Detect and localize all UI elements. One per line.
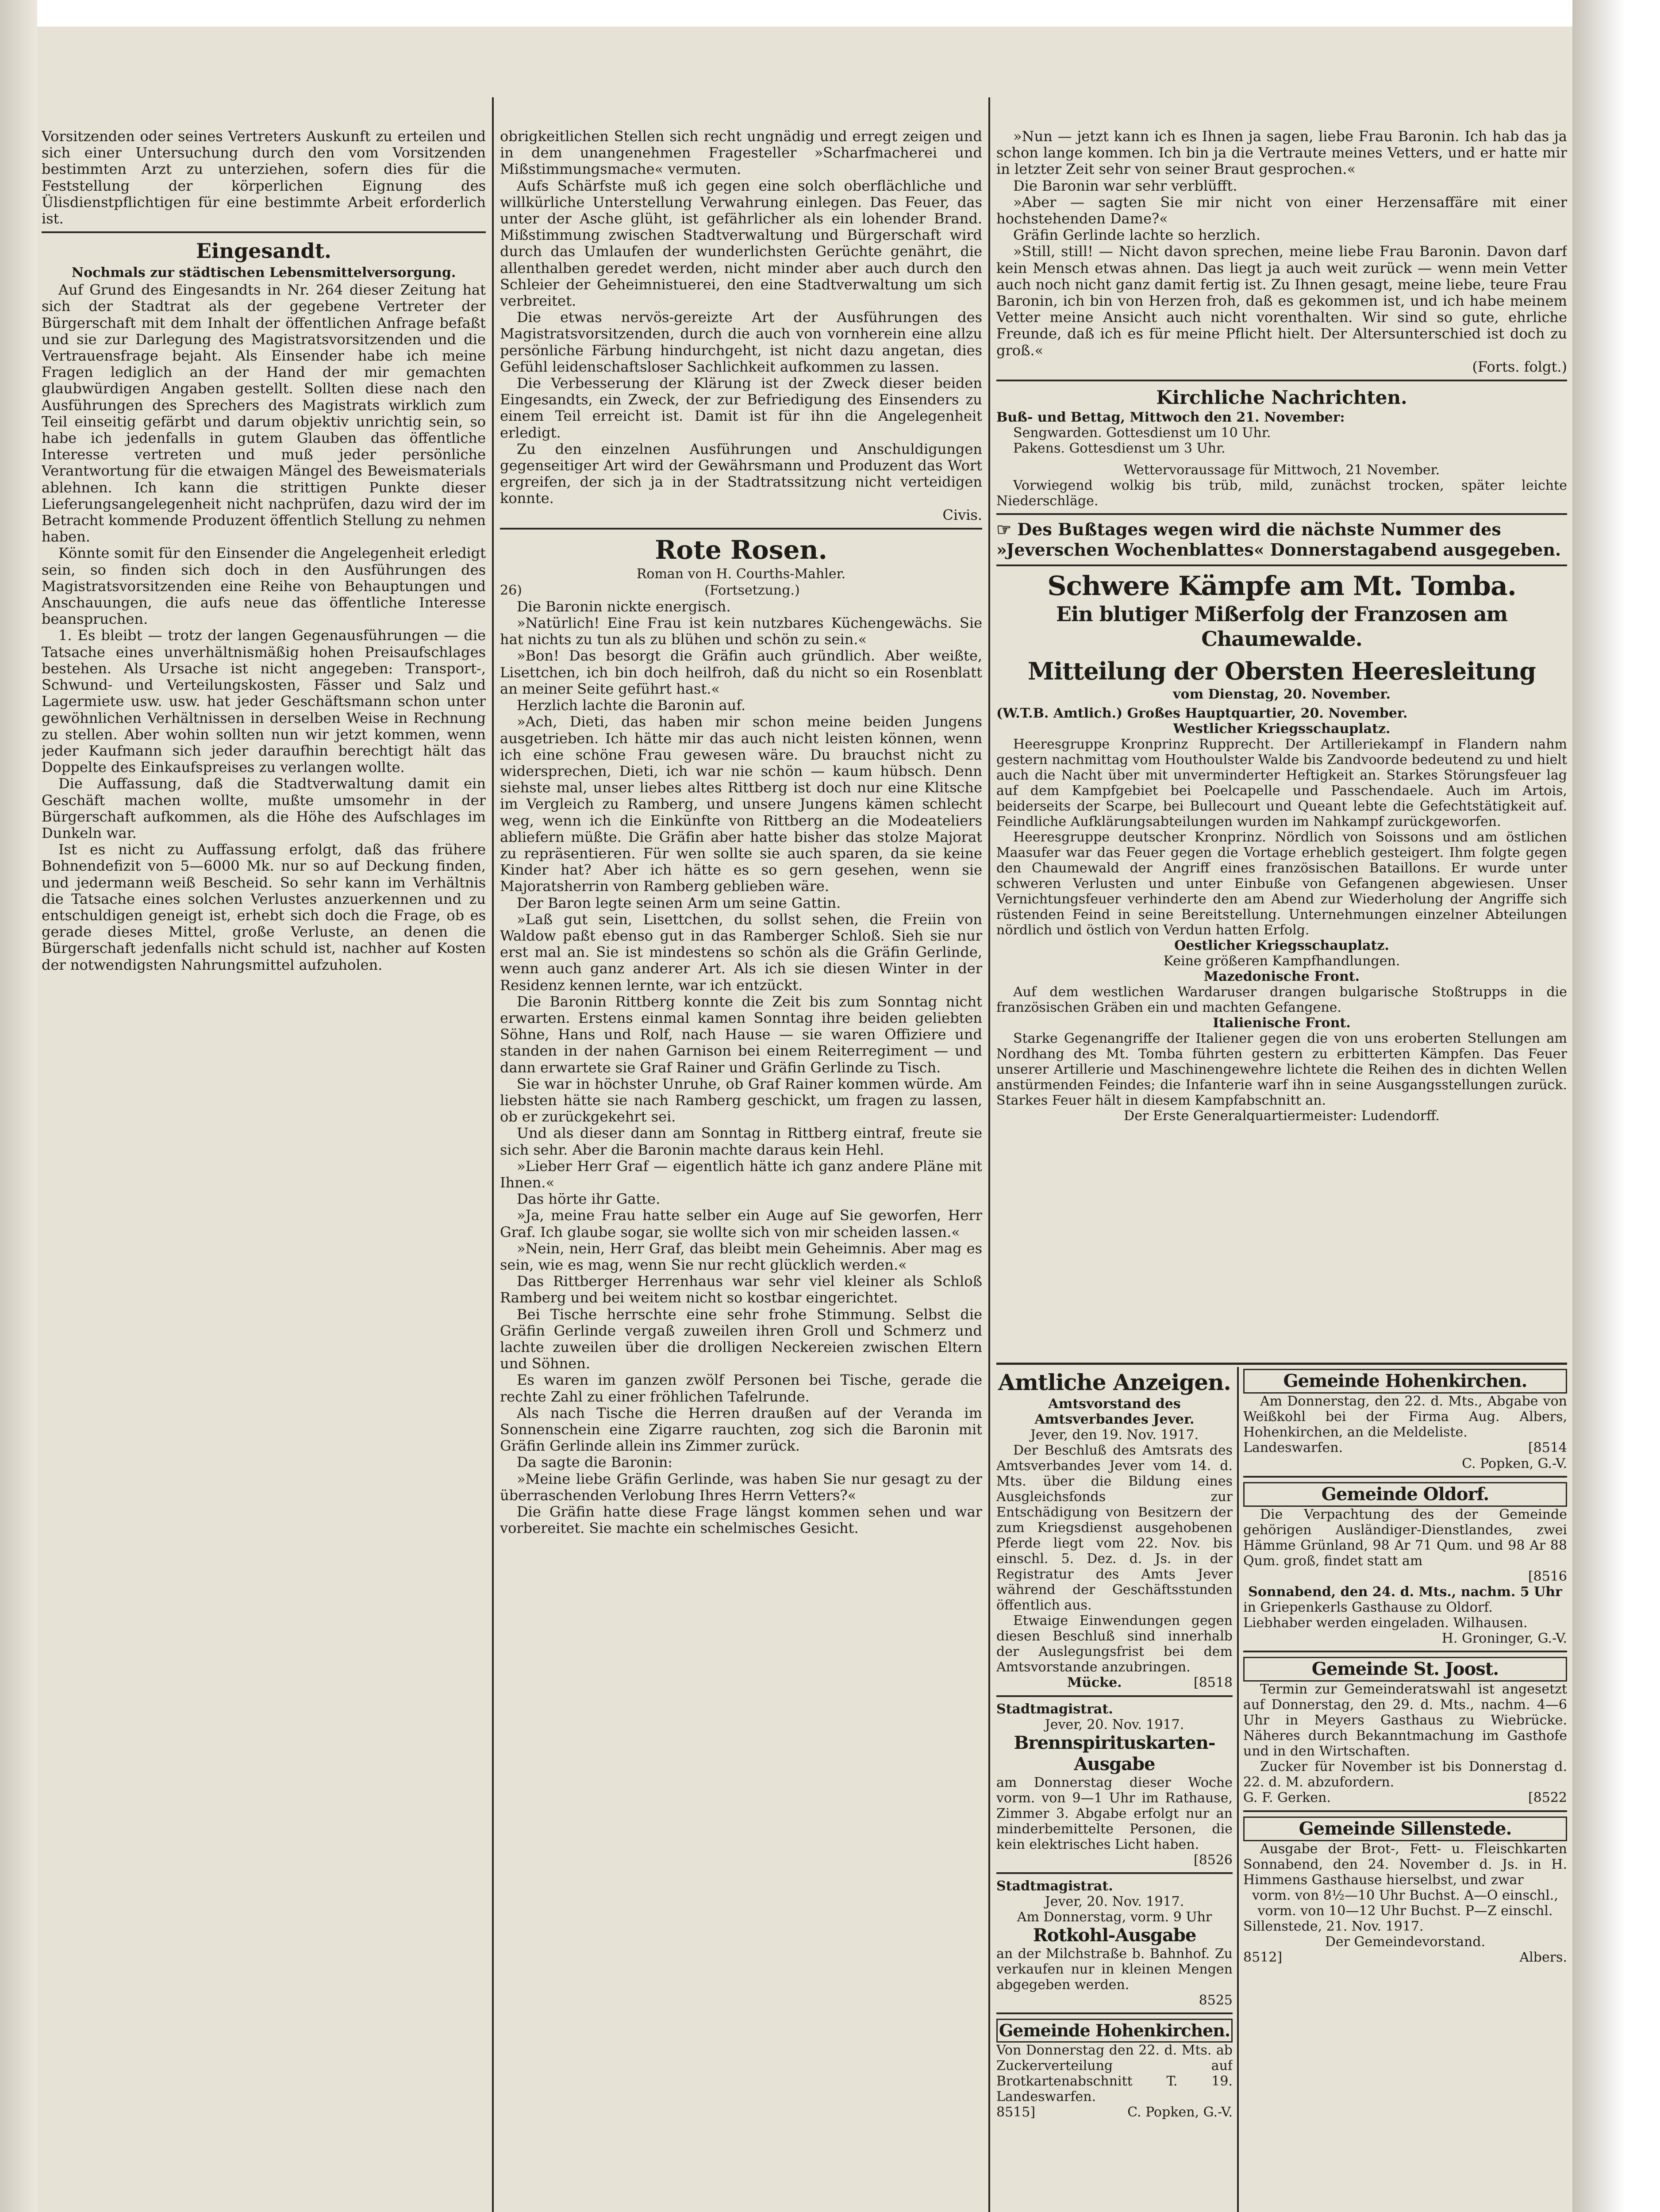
ad-title: Brennspirituskarten-Ausgabe [1014,1732,1215,1774]
ad-footer [1243,1440,1567,1456]
article-paragraph: Auf Grund des Eingesandts in Nr. 264 dieser Zeitung hat sich der Stadtrat als der gegebene Vertreter der Bürgerschaft mit dem Inhalt der öffentlichen Anfrage befaßt und sie zur Darlegung des Magistratsvorsitzenden und die Vertrauensfrage bejaht. Als Einsender habe ich meine Fragen lediglich an der Hand der mir gemachten glaubwürdigen Angaben gestellt. Sollten diese nach den Ausführungen des Sprechers des Magistrats wirklich zum Teil einseitig gefärbt und darum objektiv unrichtig sein, so habe ich jedenfalls in gutem Glauben das öffentliche Interesse vertreten und muß jeder persönliche Verantwortung für die etwaigen Mängel des Beweismaterials ablehnen. Ich kann die strittigen Punkte dieser Lieferungsangelegenheit nicht nachprüfen, dazu wird der im Betracht kommende Produzent öffentlich Stellung zu nehmen haben. [42,281,486,545]
novel-paragraph: Es waren im ganzen zwölf Personen bei Tische, gerade die rechte Zahl zu einer fröhlichen Tafelrunde. [500,1371,982,1405]
novel-number: 26) [500,582,522,598]
ad-number: 8515] [996,2104,1036,2120]
article-paragraph: Die Verbesserung der Klärung ist der Zweck dieser beiden Eingesandts, ein Zweck, der zur Befriedigung des Einsenders zu einem Teil erreicht ist. Damit ist für ihn die Angelegenheit erledigt. [500,375,982,441]
binding-edge [0,0,37,2212]
weather-heading: Wettervoraussage für Mittwoch, 21 November. [1123,462,1440,478]
article-paragraph: Könnte somit für den Einsender die Angelegenheit erledigt sein, so finden sich doch in den Ausführungen des Magistratsvorsitzenden eine Reihe von Behauptungen und Anschauungen, die aufs neue das öffentliche Interesse beanspruchen. [42,545,486,628]
report-heading: Mitteilung der Obersten Heeresleitung [1028,657,1536,686]
novel-paragraph: »Natürlich! Eine Frau ist kein nutzbares Küchengewächs. Sie hat nichts zu tun als zu blühen und schön zu sein.« [500,614,982,648]
magistrat-heading: Stadtmagistrat. [996,1878,1113,1894]
novel-paragraph: »Nun — jetzt kann ich es Ihnen ja sagen, liebe Frau Baronin. Ich hab das ja schon lange kommen. Ich bin ja die Vertraute meines Vetters, und er hatte mir in letzter Zeit sehr von seiner Braut gesprochen.« [996,128,1567,178]
article-paragraph: obrigkeitlichen Stellen sich recht ungnädig und erregt zeigen und in dem unangenehmen Fragesteller »Scharfmacherei und Mißstimmungsmache« vermuten. [500,128,982,178]
article-signature: Civis. [942,506,982,523]
novel-paragraph: »Lieber Herr Graf — eigentlich hätte ich ganz andere Pläne mit Ihnen.« [500,1157,982,1191]
divider [996,1695,1233,1697]
ad-signature: H. Groninger, G.-V. [1441,1631,1567,1646]
novel-paragraph: »Ja, meine Frau hatte selber ein Auge auf Sie geworfen, Herr Graf. Ich glaube sogar, sie wollte sich von mir scheiden lassen.« [500,1207,982,1240]
ad-footer [996,2104,1233,2120]
article-paragraph: Die etwas nervös-gereizte Art der Ausführungen des Magistratsvorsitzenden, durch die auch von vornherein eine allzu persönliche Färbung hindurchgeht, ist nicht dazu angetan, dies Gefühl leidenschaftsloser Sachlichkeit aufkommen zu lassen. [500,309,982,375]
novel-paragraph: Die Gräfin hatte diese Frage längst kommen sehen und war vorbereitet. Sie machte ein schelmisches Gesicht. [500,1503,982,1537]
report-text: Auf dem westlichen Wardaruser drangen bulgarische Stoßtrupps in die französischen Gräben ein und machten Gefangene. [996,984,1567,1016]
ad-number: [8516 [1528,1569,1567,1584]
novel-paragraph: Der Baron legte seinen Arm um seine Gattin. [517,894,841,911]
novel-paragraph: Als nach Tische die Herren draußen auf der Veranda im Sonnenschein eine Zigarre rauchten, zog sich die Baronin mit Gräfin Gerlinde allein ins Zimmer zurück. [500,1404,982,1455]
ad-text: Der Beschluß des Amtsrats des Amtsverbandes Jever vom 14. d. Mts. über die Bildung eines Ausgleichsfonds zur Entschädigung von Besitzern der zum Kriegsdienst ausgehobenen Pferde liegt vom 22. Nov. bis einschl. 5. Dez. d. Js. in der Registratur des Amts Jever während der Geschäftsstunden öffentlich aus. [996,1443,1233,1613]
ad-signature: Mücke. [1067,1675,1122,1690]
ad-signature: Albers. [1519,1950,1567,1965]
ad-text: Von Donnerstag den 22. d. Mts. ab Zuckerverteilung auf Brotkartenabschnitt T. 19. Landeswarfen. [996,2043,1233,2104]
ad-footer [1243,1950,1567,1966]
ad-date: Sillenstede, 21. Nov. 1917. [1243,1919,1424,1934]
report-text: Heeresgruppe Kronprinz Rupprecht. Der Artilleriekampf in Flandern nahm gestern nachmittag vom Houthoulster Walde bis Zandvoorde bedeutend zu und hielt auch die Nacht über mit unverminderter Heftigkeit an. Starkes Störungsfeuer lag auf dem Kampfgebiet bei Poelcapelle und Passchendaele. Auch im Artois, beiderseits der Scarpe, bei Bullecourt und Queant lebte die Gefechtstätigkeit auf. Feindliche Aufklärungsabteilungen wurden im Nahkampf zurückgeworfen. [996,737,1567,830]
divider [1243,1651,1567,1652]
divider [996,565,1567,566]
ad-text: an der Milchstraße b. Bahnhof. Zu verkaufen nur in kleinen Mengen abgegeben werden. [996,1946,1233,1993]
front-heading: Westlicher Kriegsschauplatz. [1173,721,1391,737]
novel-text [500,599,982,1537]
report-text: Keine größeren Kampfhandlungen. [1163,953,1400,969]
ad-signature: G. F. Gerken. [1243,1790,1331,1805]
novel-paragraph: Und als dieser dann am Sonntag in Rittberg eintraf, freute sie sich sehr. Aber die Baronin machte daraus kein Hehl. [500,1125,982,1158]
novel-paragraph: »Still, still! — Nicht davon sprechen, meine liebe Frau Baronin. Davon darf kein Mensch etwas ahnen. Das liegt ja auch weit zurück — wenn mein Vetter auch noch nicht ganz damit fertig ist. Zu Ihnen gesagt, meine liebe, teure Frau Baronin, ich bin von Herzen froh, daß es gekommen ist, und ich habe meinem Vetter meine Ansicht auch nicht vorenthalten. Wir sind so gute, ehrliche Freunde, daß ich es für meine Pflicht hielt. Der Altersunterschied ist doch zu groß.« [996,243,1567,359]
divider [996,1872,1233,1874]
ad-date: Jever, den 19. Nov. 1917. [1030,1427,1199,1443]
front-heading: Mazedonische Front. [1203,969,1360,985]
novel-continuation: (Fortsetzung.) [704,582,800,598]
ad-text: Ausgabe der Brot-, Fett- u. Fleischkarten Sonnabend, den 24. November d. Js. in H. Himmens Gasthause hierselbst, und zwar [1243,1841,1567,1888]
column-2 [500,128,982,2212]
gemeinde-heading: Gemeinde St. Joost. [1243,1657,1567,1682]
war-headline: Schwere Kämpfe am Mt. Tomba. [1047,571,1516,602]
novel-paragraph: Das hörte ihr Gatte. [517,1190,661,1208]
ad-number: 8525 [1199,1993,1233,2008]
novel-paragraph: »Nein, nein, Herr Graf, das bleibt mein Geheimnis. Aber mag es sein, wie es mag, wenn Sie nur recht glücklich werden.« [500,1240,982,1273]
ad-text: Am Donnerstag, vorm. 9 Uhr [1017,1909,1212,1925]
divider [42,231,486,233]
divider [500,528,982,530]
divider [1243,1810,1567,1812]
ads-right-column [1243,1369,1567,2212]
novel-paragraph: Da sagte die Baronin: [517,1454,673,1471]
report-date: vom Dienstag, 20. November. [1173,687,1391,703]
ads-column-rule [1237,1367,1239,2212]
ad-text: vorm. von 8½—10 Uhr Buchst. A—O einschl., vorm. von 10—12 Uhr Buchst. P—Z einschl. [1252,1888,1558,1919]
newspaper-page [37,27,1572,2212]
ad-text: Liebhaber werden eingeladen. Wilhausen. [1243,1615,1528,1631]
novel-paragraph: Die Baronin war sehr verblüfft. [1013,177,1237,194]
church-heading: Kirchliche Nachrichten. [1156,387,1407,409]
report-text: Heeresgruppe deutscher Kronprinz. Nördlich von Soissons und am östlichen Maasufer war das Feuer gegen die Vortage erheblich gesteigert. Ihm folgte gegen den Chaumewald der Angriff eines französischen Bataillons. Er wurde unter schweren Verlusten und unter Einbuße von Gefangenen abgewiesen. Unser Vernichtungsfeuer verhinderte den am Abend zur Wiederholung der Angriffe sich rüstenden Feind in seine Bereitstellung. Unternehmungen einzelner Abteilungen nördlich und östlich von Verdun hatten Erfolg. [996,830,1567,938]
divider [996,380,1567,381]
church-subheading: Buß- und Bettag, Mittwoch den 21. November: [996,410,1345,426]
church-item: Sengwarden. Gottesdienst um 10 Uhr. [1013,425,1271,441]
column-rule-2 [988,97,990,2212]
report-text: Starke Gegenangriffe der Italiener gegen die von uns eroberten Stellungen am Nordhang des Mt. Tomba führten gestern zu erbitterten Kämpfen. Das Feuer unserer Artillerie und Maschinengewehre lichtete die Reihen des in dichten Wellen anstürmenden Feindes; die Infanterie warf ihn in seine Ausgangsstellungen zurück. Starkes Feuer hält in diesem Kampfabschnitt an. [996,1031,1567,1109]
church-item: Pakens. Gottesdienst um 3 Uhr. [1013,441,1226,457]
report-dateline: (W.T.B. Amtlich.) Großes Hauptquartier, 20. November. [996,706,1408,722]
novel-byline: Roman von H. Courths-Mahler. [636,566,846,582]
ad-text: Zucker für November ist bis Donnerstag d. 22. d. M. abzufordern. [1243,1759,1567,1790]
ads-top-rule [996,1363,1567,1365]
column-3 [996,128,1567,1376]
ad-signature: C. Popken, G.-V. [1127,2104,1233,2120]
ad-number: [8514 [1528,1440,1567,1455]
front-heading: Italienische Front. [1213,1015,1351,1031]
novel-paragraph: Sie war in höchster Unruhe, ob Graf Rainer kommen würde. Am liebsten hätte sie nach Ramberg geschickt, um fragen zu lassen, ob er zurückgekehrt sei. [500,1075,982,1125]
ad-text: Am Donnerstag, den 22. d. Mts., Abgabe von Weißkohl bei der Firma Aug. Albers, Hohenkirchen, an die Meldeliste. [1243,1394,1567,1440]
ad-date: Jever, 20. Nov. 1917. [1045,1894,1184,1909]
gemeinde-heading: Gemeinde Hohenkirchen. [1243,1369,1567,1394]
ads-left-column [996,1369,1233,2212]
ad-date: Jever, 20. Nov. 1917. [1045,1717,1184,1732]
notice-text: Des Bußtages wegen wird die nächste Nummer des »Jeverschen Wochenblattes« Donnerstagabend ausgegeben. [996,519,1561,560]
official-ads-heading: Amtliche Anzeigen. [998,1369,1231,1395]
novel-paragraph: Gräfin Gerlinde lachte so herzlich. [1013,227,1261,244]
ad-title: Rotkohl-Ausgabe [1033,1925,1196,1946]
continuation-note: (Forts. folgt.) [1472,358,1567,375]
ad-signature: C. Popken, G.-V. [1462,1456,1567,1471]
bußtag-notice [996,519,1567,560]
article-paragraph: Ist es nicht zu Auffassung erfolgt, daß das frühere Bohnendefizit von 5—6000 Mk. nur so auf Deckung finden, und jedermann weiß Bescheid. So sehr kann im Verhältnis die Tatsache eines solchen Verlustes anzuerkennen und zu entschuldigen geneigt ist, erhebt sich doch die Frage, ob es gerade dieses Mittel, große Verluste, an denen die Bürgerschaft jedenfalls nicht schuld ist, nachher auf Kosten der notwendigsten Nahrungsmittel aufzuholen. [42,841,486,973]
pointing-hand-icon: ☞ [996,519,1018,540]
article-paragraph: 1. Es bleibt — trotz der langen Gegenausführungen — die Tatsache eines unverhältnismäßig hohen Preisaufschlages bestehen. Als Ursache ist nicht angegeben: Transport-, Schwund- und Verteilungskosten, Fässer und Salz und Lagermiete usw. usw. hat jeder Geschäftsmann schon unter gewöhnlichen Verhältnissen in derselben Weise in Rechnung zu stellen. Aber wohin sollten nun wir jetzt kommen, wenn jeder Kaufmann sich jeder daraufhin berechtigt hält das Doppelte des Einkaufspreises zu verlangen wollte. [42,627,486,776]
ad-org: Der Gemeindevorstand. [1325,1934,1486,1950]
ad-footer [1243,1790,1567,1806]
ad-number: [8526 [1193,1852,1233,1868]
ad-number: [8522 [1528,1790,1567,1805]
article-paragraph: Aufs Schärfste muß ich gegen eine solch oberflächliche und willkürliche Unterstellung Verwahrung einlegen. Das Feuer, das unter der Asche glüht, ist gefährlicher als ein lohender Brand. Mißstimmung zwischen Stadtverwaltung und Bürgerschaft wird durch das Umlaufen der wunderlichsten Gerüchte genährt, die allenthalben geredet werden, nicht minder aber auch durch den Schleier der Geheimnistuerei, den eine Stadtverwaltung um sich verbreitet. [500,177,982,310]
novel-paragraph: Das Rittberger Herrenhaus war sehr viel kleiner als Schloß Ramberg und bei weitem nicht so kostbar eingerichtet. [500,1273,982,1306]
column-rule-1 [492,97,494,2212]
ad-date: Sonnabend, den 24. d. Mts., nachm. 5 Uhr [1248,1584,1562,1600]
article-paragraph: Die Auffassung, daß die Stadtverwaltung damit ein Geschäft machen wollte, mußte umsomehr in der Bürgerschaft aufkommen, als die Höhe des Aufschlages im Dunkeln war. [42,775,486,841]
novel-paragraph: Herzlich lachte die Baronin auf. [517,697,746,714]
eingesandt-subheading: Nochmals zur städtischen Lebensmittelversorgung. [71,265,456,281]
novel-paragraph: »Laß gut sein, Lisettchen, du sollst sehen, die Freiin von Waldow paßt ebenso gut in das Ramberger Schloß. Sieh sie nur erst mal an. Sie ist mindestens so schön als die Gräfin Gerlinde, wenn auch ganz anderer Art. Als ich sie diesen Winter in der Residenz kennen lernte, war ich entzückt. [500,910,982,994]
novel-title: Rote Rosen. [655,534,827,565]
novel-paragraph: »Meine liebe Gräfin Gerlinde, was haben Sie nur gesagt zu der überraschenden Verlobung Ihres Herrn Vetters?« [500,1470,982,1504]
weather-text: Vorwiegend wolkig bis trüb, mild, zunächst trocken, später leichte Niederschläge. [996,478,1567,509]
ad-text: Termin zur Gemeinderatswahl ist angesetzt auf Donnerstag, den 29. d. Mts., nachm. 4—6 Uhr in Meyers Gasthaus zu Wiebrücke. Näheres durch Bekanntmachung im Gasthofe und in den Wirtschaften. [1243,1682,1567,1759]
novel-paragraph: »Aber — sagten Sie mir nicht von einer Herzensaffäre mit einer hochstehenden Dame?« [996,193,1567,227]
novel-installment-row [500,583,982,599]
novel-paragraph: »Ach, Dieti, das haben mir schon meine beiden Jungens ausgetrieben. Ich hätte mir das auch nicht leisten können, wenn ich eine schöne Frau gewesen wäre. Du brauchst nicht zu widersprechen, Dieti, ich war nie schön — kaum hübsch. Denn siehste mal, unser liebes altes Rittberg ist doch nur eine Klitsche im Vergleich zu Ramberg, und unsere Jungens kämen schlecht weg, wenn ich die Einkünfte von Rittberg an die Modeateliers abliefern müßte. Die Gräfin aber hatte bisher das stolze Majorat zu repräsentieren. Für wen sollte sie auch sparen, da sie keine Kinder hat? Aber ich hätte es so gern gesehen, wenn sie Majoratsherrin von Ramberg geblieben wäre. [500,713,982,895]
authority-name: Amtsvorstand des Amtsverbandes Jever. [1034,1396,1195,1427]
ad-footer [996,1675,1233,1691]
novel-paragraph: Die Baronin nickte energisch. [517,598,731,615]
ad-text: in Griepenkerls Gasthause zu Oldorf. [1243,1600,1493,1615]
ad-text: Die Verpachtung des der Gemeinde gehörigen Ausländiger-Dienstlandes, zwei Hämme Grünland, 98 Ar 71 Qum. und 98 Ar 88 Qum. groß, findet statt am [1243,1507,1567,1569]
report-signature: Der Erste Generalquartiermeister: Ludendorff. [1124,1108,1440,1124]
article-paragraph: Zu den einzelnen Ausführungen und Anschuldigungen gegenseitiger Art wird der Gewährsmann und Produzent das Wort ergreifen, der sich ja in der Stadtratssitzung nicht verteidigen konnte. [500,440,982,507]
divider [996,2012,1233,2014]
gemeinde-heading: Gemeinde Oldorf. [1243,1482,1567,1507]
war-subheadline: Ein blutiger Mißerfolg der Franzosen am Chaumewalde. [1056,602,1508,651]
ad-text: Etwaige Einwendungen gegen diesen Beschluß sind innerhalb der Auslegungsfrist bei dem Amtsvorstande anzubringen. [996,1613,1233,1675]
ad-number: [8518 [1193,1675,1233,1690]
column-1 [42,128,486,2212]
gemeinde-heading: Gemeinde Hohenkirchen. [996,2019,1233,2043]
eingesandt-heading: Eingesandt. [196,239,331,263]
novel-paragraph: »Bon! Das besorgt die Gräfin auch gründlich. Aber weißte, Lisettchen, ich bin doch heilfroh, daß du nicht so ein Rosenblatt an meiner Seite geführt hast.« [500,647,982,697]
gemeinde-heading: Gemeinde Sillenstede. [1243,1816,1567,1841]
ad-place: Landeswarfen. [1243,1440,1343,1455]
divider [1243,1476,1567,1478]
magistrat-heading: Stadtmagistrat. [996,1701,1113,1717]
intro-paragraph: Vorsitzenden oder seines Vertreters Auskunft zu erteilen und sich einer Untersuchung durch den vom Vorsitzenden bestimmten Arzt zu unterziehen, sofern dies für die Feststellung der körperlichen Eignung des Ülisdienstpflichtigen für eine bestimmte Arbeit erforderlich ist. [42,128,486,227]
front-heading: Oestlicher Kriegsschauplatz. [1174,938,1389,954]
page-right-margin [1572,0,1660,2212]
novel-paragraph: Die Baronin Rittberg konnte die Zeit bis zum Sonntag nicht erwarten. Erstens einmal kamen Sonntag ihre beiden geliebten Söhne, Hans und Rolf, nach Hause — sie waren Offiziere und standen in der nahen Garnison bei einem Reiterregiment — und dann erwartete sie Graf Rainer und Gräfin Gerlinde zu Tisch. [500,993,982,1076]
ad-text: am Donnerstag dieser Woche vorm. von 9—1 Uhr im Rathause, Zimmer 3. Abgabe erfolgt nur an minderbemittelte Personen, die kein elektrisches Licht haben. [996,1775,1233,1852]
ad-number: 8512] [1243,1950,1283,1965]
divider [996,513,1567,515]
novel-paragraph: Bei Tische herrschte eine sehr frohe Stimmung. Selbst die Gräfin Gerlinde vergaß zuweilen ihren Groll und Schmerz und lachte zuweilen über die drolligen Neckereien zwischen Eltern und Söhnen. [500,1306,982,1372]
